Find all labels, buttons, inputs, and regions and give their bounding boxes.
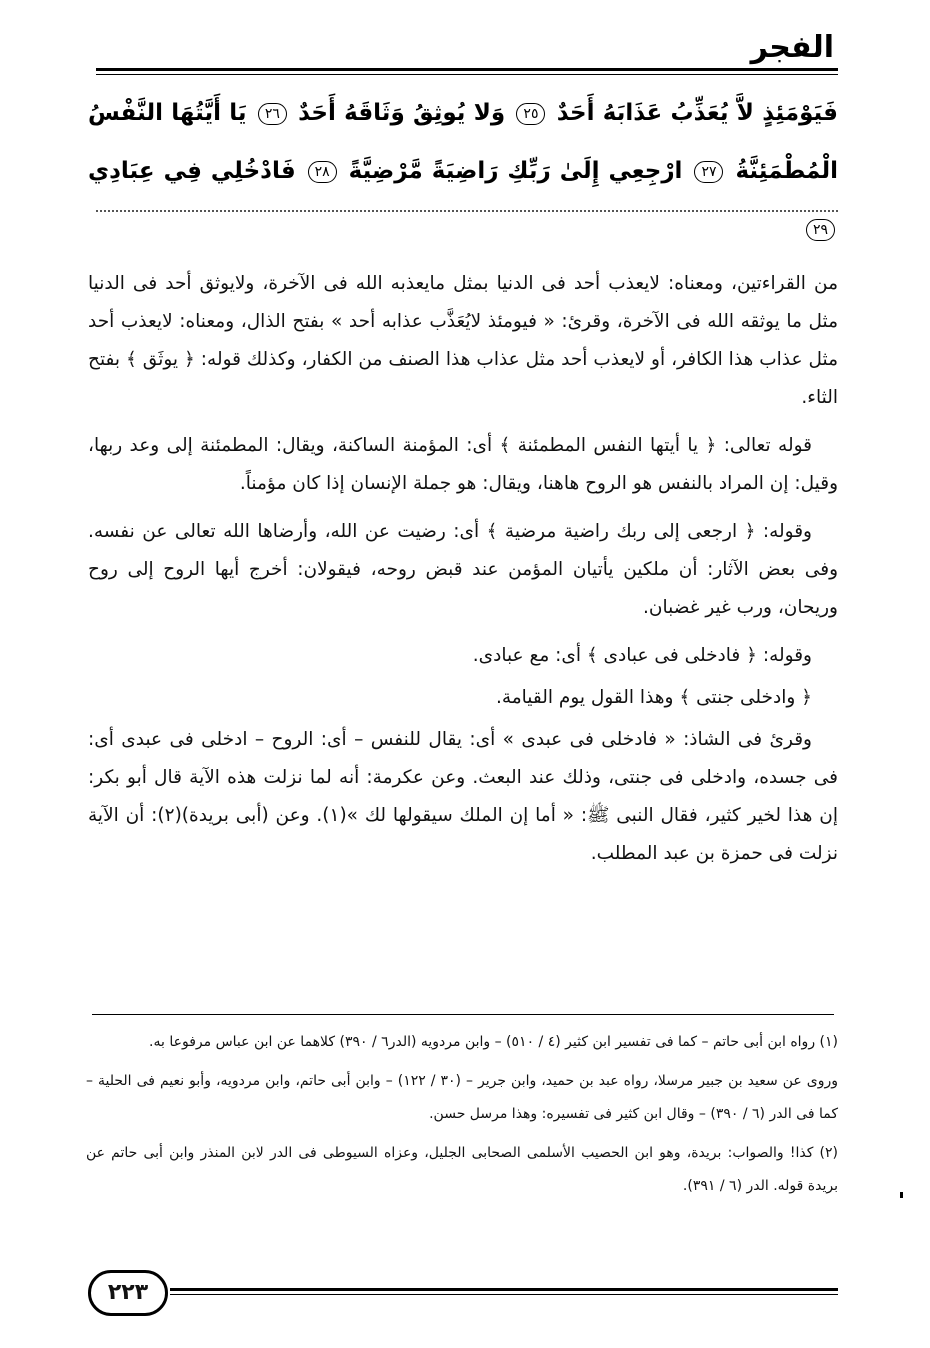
- quran-line-1: [88, 84, 838, 142]
- verse-number: ٢٦: [258, 103, 287, 125]
- paragraph: قوله تعالى: ﴿ يا أيتها النفس المطمئنة ﴾ أى: المؤمنة الساكنة، ويقال: المطمئنة إلى وعد ربها، وقيل: إن المراد بالنفس هو الروح هاهنا، ويقال: هو جملة الإنسان إذا كان مؤمناً.: [88, 435, 838, 494]
- page-number: ٢٢٣: [88, 1270, 168, 1316]
- verse-number: ٢٩: [806, 219, 835, 241]
- paragraph: وقوله: ﴿ فادخلى فى عبادى ﴾ أى: مع عبادى.: [472, 645, 812, 666]
- surah-title: الفجر: [750, 30, 834, 65]
- footnotes: [86, 1026, 838, 1209]
- verse-number: ٢٨: [308, 161, 337, 183]
- footnote: (١) رواه ابن أبى حاتم – كما فى تفسير ابن كثير (٤ / ٥١٠) – وابن مردويه (الدر٦ / ٣٩٠) كلاهما عن ابن عباس مرفوعا به.: [149, 1034, 838, 1050]
- commentary-body: [88, 265, 838, 883]
- header-rule-thin: [96, 74, 838, 75]
- verse-number: ٢٧: [694, 161, 723, 183]
- paragraph: ﴿ وادخلى جنتى ﴾ وهذا القول يوم القيامة.: [495, 687, 812, 708]
- footer-rule-thin: [170, 1294, 838, 1295]
- quran-verses: [88, 84, 838, 258]
- footer-rule-thick: [170, 1288, 838, 1291]
- footnote: (٢) كذا! والصواب: بريدة، وهو ابن الحصيب الأسلمى الصحابى الجليل، وعزاه السيوطى فى الدر لابن المنذر وابن أبى حاتم عن بريدة قوله. الدر (٦ / ٣٩١).: [86, 1145, 838, 1194]
- verse-text: وَلا يُوثِقُ وَثَاقَهُ أَحَدٌ: [298, 100, 506, 126]
- verse-text: فَيَوْمَئِذٍ لاَّ يُعَذِّبُ عَذَابَهُ أَحَدٌ: [556, 100, 838, 126]
- verse-text: الْمُطْمَئِنَّةُ: [735, 158, 838, 184]
- paragraph: من القراءتين، ومعناه: لايعذب أحد فى الدنيا بمثل مايعذبه الله فى الآخرة، ولايوثق أحد فى الدنيا مثل ما يوثقه الله فى الآخرة، وقرئ: « فيومئذ لايُعَذَّب عذابه أحد » بفتح الذال، ومعناه: لايعذب أحد مثل عذاب هذا الكافر، أو لايعذب أحد مثل عذاب هذا الصنف من الكفار، وكذلك قوله: ﴿ يوثَق ﴾ بفتح الثاء.: [88, 273, 838, 408]
- verse-text: ارْجِعِي إِلَىٰ رَبِّكِ رَاضِيَةً مَّرْضِيَّةً: [348, 158, 683, 184]
- verses-divider: [96, 210, 838, 212]
- paragraph: وقرئ فى الشاذ: « فادخلى فى عبدى » أى: يقال للنفس – أى: الروح – ادخلى فى عبدى أى: فى جسده، وادخلى فى جنتى، وذلك عند البعث. وعن عكرمة: أنه لما نزلت هذه الآية قال أبو بكر: إن هذا لخير كثير، فقال النبى ﷺ: « أما إن الملك سيقولها لك »(١). وعن (أبى بريدة)(٢): أن الآية نزلت فى حمزة بن عبد المطلب.: [88, 729, 838, 864]
- margin-mark: [900, 1192, 903, 1198]
- header-rule-thick: [96, 68, 838, 71]
- verse-text: فَادْخُلِي فِي عِبَادِي: [88, 158, 296, 184]
- paragraph: وقوله: ﴿ ارجعى إلى ربك راضية مرضية ﴾ أى: رضيت عن الله، وأرضاها الله تعالى عن نفسه. وفى بعض الآثار: أن ملكين يأتيان المؤمن عند قبض روحه، فيقولان: أخرج أيها الروح إلى روح وريحان، ورب غير غضبان.: [88, 521, 838, 618]
- quran-line-2: [88, 142, 838, 258]
- footnote-separator: [92, 1014, 834, 1015]
- footnote: وروى عن سعيد بن جبير مرسلا، رواه عبد بن حميد، وابن جرير – (٣٠ / ١٢٢) – وابن أبى حاتم، وابن مردويه، وأبو نعيم فى الحلية – كما فى الدر (٦ / ٣٩٠) – وقال ابن كثير فى تفسيره: وهذا مرسل حسن.: [86, 1073, 838, 1122]
- verse-number: ٢٥: [516, 103, 545, 125]
- verse-text: يَا أَيَّتُهَا النَّفْسُ: [88, 100, 247, 126]
